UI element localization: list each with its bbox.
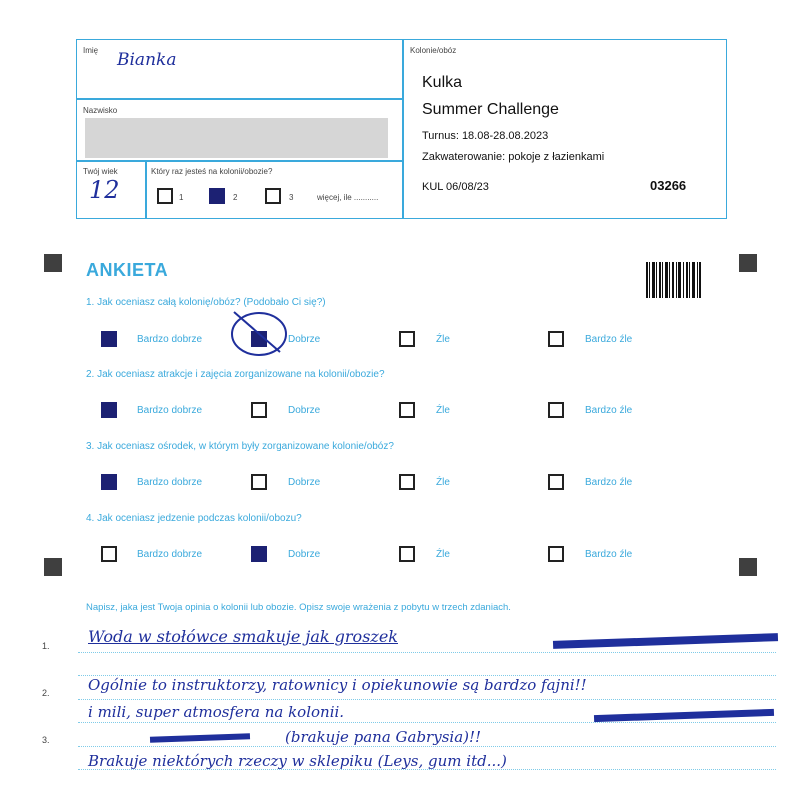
camp-name-line-2: Summer Challenge [422, 101, 559, 118]
survey-title: ANKIETA [86, 260, 169, 280]
q1-checkbox-zle[interactable] [399, 331, 415, 347]
q1-checkbox-bardzo-dobrze[interactable] [101, 331, 117, 347]
line-number-3: 3. [42, 735, 50, 745]
answer-line-1 [78, 652, 776, 653]
header-divider-age [145, 160, 147, 218]
q1-checkbox-bardzo-zle[interactable] [548, 331, 564, 347]
line-number-2: 2. [42, 688, 50, 698]
q2-option-zle: Źle [436, 405, 450, 416]
visit-question: Który raz jesteś na kolonii/obozie? [151, 167, 273, 176]
q3-option-zle: Źle [436, 477, 450, 488]
q4-checkbox-zle[interactable] [399, 546, 415, 562]
form-number: 03266 [650, 178, 687, 193]
q1-circle-scribble [226, 308, 290, 358]
q3-checkbox-dobrze[interactable] [251, 474, 267, 490]
q3-checkbox-zle[interactable] [399, 474, 415, 490]
visit-option-more: więcej, ile ........... [317, 193, 379, 202]
question-4: 4. Jak oceniasz jedzenie podczas kolonii/obozu? [86, 513, 302, 524]
question-1: 1. Jak oceniasz całą kolonię/obóz? (Podobało Ci się?) [86, 297, 326, 308]
q2-checkbox-zle[interactable] [399, 402, 415, 418]
question-3: 3. Jak oceniasz ośrodek, w którym były zorganizowane kolonie/obóz? [86, 441, 394, 452]
q1-option-zle: Źle [436, 334, 450, 345]
turnus-dates: Turnus: 18.08-28.08.2023 [422, 130, 549, 142]
age-value: 12 [89, 176, 120, 204]
handwritten-answer-5: Brakuje niektórych rzeczy w sklepiku (Leys, gum itd...) [88, 752, 507, 770]
q2-checkbox-dobrze[interactable] [251, 402, 267, 418]
q4-option-bardzo-dobrze: Bardzo dobrze [137, 549, 203, 560]
q4-checkbox-bardzo-dobrze[interactable] [101, 546, 117, 562]
camp-code: KUL 06/08/23 [422, 181, 489, 193]
answer-line-2 [78, 699, 776, 700]
header-divider-surname [77, 160, 402, 162]
barcode [646, 262, 702, 298]
scribble-1 [553, 633, 778, 649]
visit-checkbox-3[interactable] [265, 188, 281, 204]
q4-option-dobrze: Dobrze [288, 549, 321, 560]
q3-checkbox-bardzo-zle[interactable] [548, 474, 564, 490]
q4-option-zle: Źle [436, 549, 450, 560]
line-number-1: 1. [42, 641, 50, 651]
q3-option-bardzo-zle: Bardzo źle [585, 477, 633, 488]
scribble-3 [150, 733, 250, 742]
handwritten-answer-2: Ogólnie to instruktorzy, ratownicy i opiekunowie są bardzo fajni!! [88, 676, 587, 694]
camp-name-line-1: Kulka [422, 74, 463, 91]
q2-option-bardzo-dobrze: Bardzo dobrze [137, 405, 203, 416]
registration-marker-top-left [44, 254, 62, 272]
q1-option-bardzo-zle: Bardzo źle [585, 334, 633, 345]
answer-line-3 [78, 746, 776, 747]
q4-checkbox-bardzo-zle[interactable] [548, 546, 564, 562]
registration-marker-bottom-right [739, 558, 757, 576]
q2-option-bardzo-zle: Bardzo źle [585, 405, 633, 416]
accommodation: Zakwaterowanie: pokoje z łazienkami [422, 151, 605, 163]
q1-option-bardzo-dobrze: Bardzo dobrze [137, 334, 203, 345]
q3-option-dobrze: Dobrze [288, 477, 321, 488]
surname-redacted [85, 118, 388, 158]
registration-marker-bottom-left [44, 558, 62, 576]
q2-checkbox-bardzo-zle[interactable] [548, 402, 564, 418]
visit-option-3: 3 [289, 193, 294, 202]
handwritten-answer-1: Woda w stołówce smakuje jak groszek [88, 627, 398, 646]
answer-line-2b [78, 722, 776, 723]
visit-checkbox-1[interactable] [157, 188, 173, 204]
surname-label: Nazwisko [83, 106, 118, 115]
handwritten-answer-4: (brakuje pana Gabrysia)!! [285, 728, 482, 746]
q4-option-bardzo-zle: Bardzo źle [585, 549, 633, 560]
q2-checkbox-bardzo-dobrze[interactable] [101, 402, 117, 418]
name-label: Imię [83, 46, 99, 55]
q2-option-dobrze: Dobrze [288, 405, 321, 416]
name-value: Bianka [117, 50, 177, 70]
header-box [76, 39, 727, 219]
q3-option-bardzo-dobrze: Bardzo dobrze [137, 477, 203, 488]
visit-option-2: 2 [233, 193, 238, 202]
q1-option-dobrze: Dobrze [288, 334, 321, 345]
visit-option-1: 1 [179, 193, 184, 202]
question-2: 2. Jak oceniasz atrakcje i zajęcia zorganizowane na kolonii/obozie? [86, 369, 385, 380]
registration-marker-top-right [739, 254, 757, 272]
camp-label: Kolonie/obóz [410, 46, 457, 55]
header-divider-name [77, 98, 402, 100]
q3-checkbox-bardzo-dobrze[interactable] [101, 474, 117, 490]
age-label: Twój wiek [83, 167, 118, 176]
handwritten-answer-3: i mili, super atmosfera na kolonii. [88, 703, 345, 721]
header-vertical-divider [402, 40, 404, 218]
scribble-2 [594, 709, 774, 722]
opinion-prompt: Napisz, jaka jest Twoja opinia o kolonii lub obozie. Opisz swoje wrażenia z pobytu w trzech zdaniach. [86, 602, 511, 613]
visit-checkbox-2[interactable] [209, 188, 225, 204]
q4-checkbox-dobrze[interactable] [251, 546, 267, 562]
